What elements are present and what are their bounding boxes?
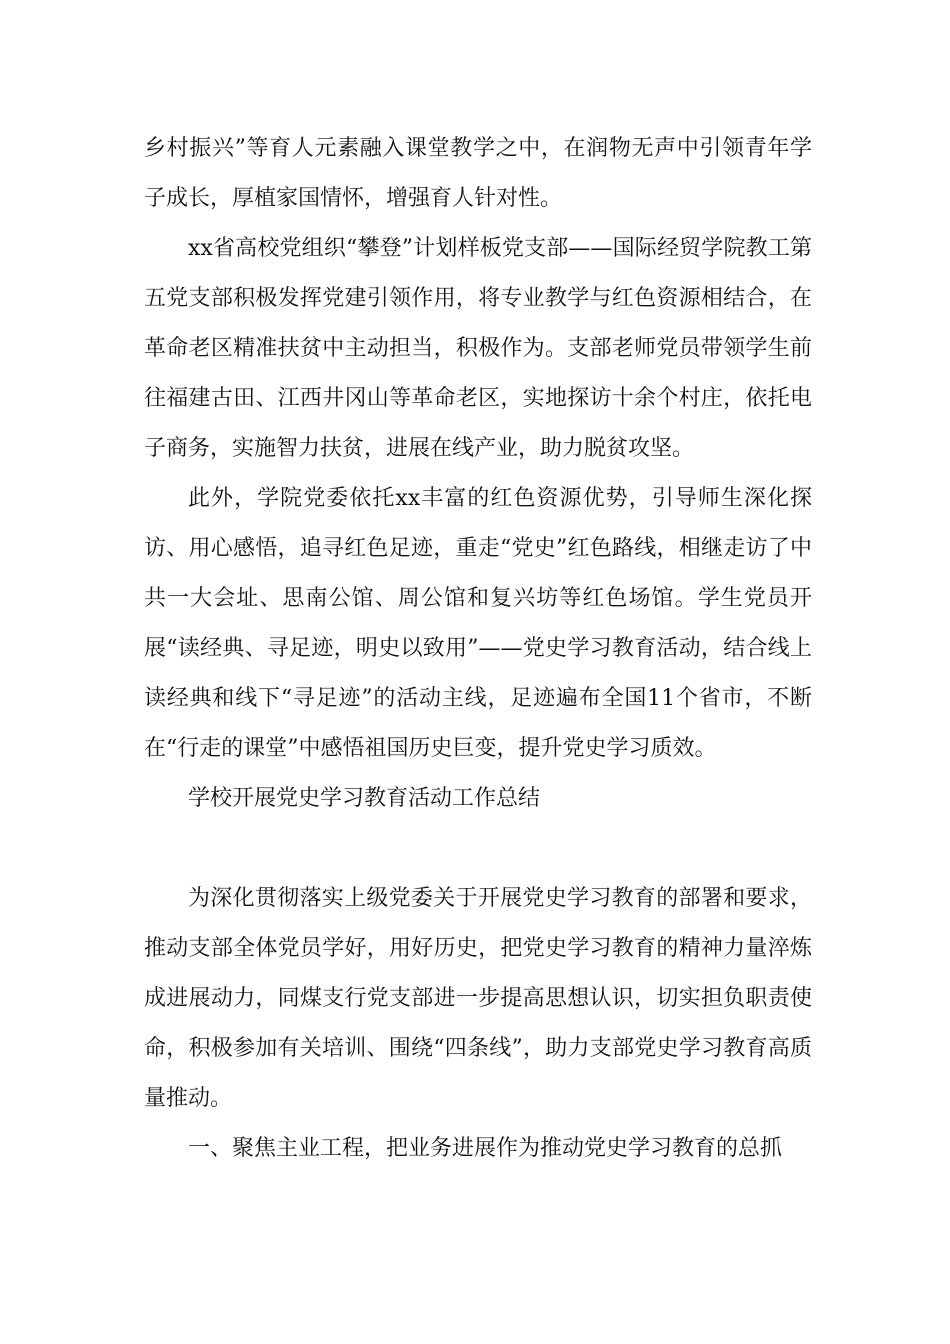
document-body [144,124,812,1174]
paragraph-intro: 为深化贯彻落实上级党委关于开展党史学习教育的部署和要求，推动支部全体党员学好，用好历史，把党史学习教育的精神力量淬炼成进展动力，同煤支行党支部进一步提高思想认识，切实担负职责使命，积极参加有关培训、围绕“四条线”，助力支部党史学习教育高质量推动。 [144,886,812,1111]
paragraph-party-branch: xx省高校党组织“攀登”计划样板党支部——国际经贸学院教工第五党支部积极发挥党建引领作用，将专业教学与红色资源相结合，在革命老区精准扶贫中主动担当，积极作为。支部老师党员带领学生前往福建古田、江西井冈山等革命老区，实地探访十余个村庄，依托电子商务，实施智力扶贫，进展在线产业，助力脱贫攻坚。 [144,236,812,461]
paragraph-point-one: 一、聚焦主业工程，把业务进展作为推动党史学习教育的总抓 [188,1136,783,1161]
section-title: 学校开展党史学习教育活动工作总结 [188,786,541,811]
blank-line [144,824,812,874]
paragraph-continuation: 乡村振兴”等育人元素融入课堂教学之中，在润物无声中引领青年学子成长，厚植家国情怀，增强育人针对性。 [144,136,812,211]
paragraph-red-resources: 此外，学院党委依托xx丰富的红色资源优势，引导师生深化探访、用心感悟，追寻红色足迹，重走“党史”红色路线，相继走访了中共一大会址、思南公馆、周公馆和复兴坊等红色场馆。学生党员开展“读经典、寻足迹，明史以致用”——党史学习教育活动，结合线上读经典和线下“寻足迹”的活动主线，足迹遍布全国11个省市，不断在“行走的课堂”中感悟祖国历史巨变，提升党史学习质效。 [144,486,812,761]
